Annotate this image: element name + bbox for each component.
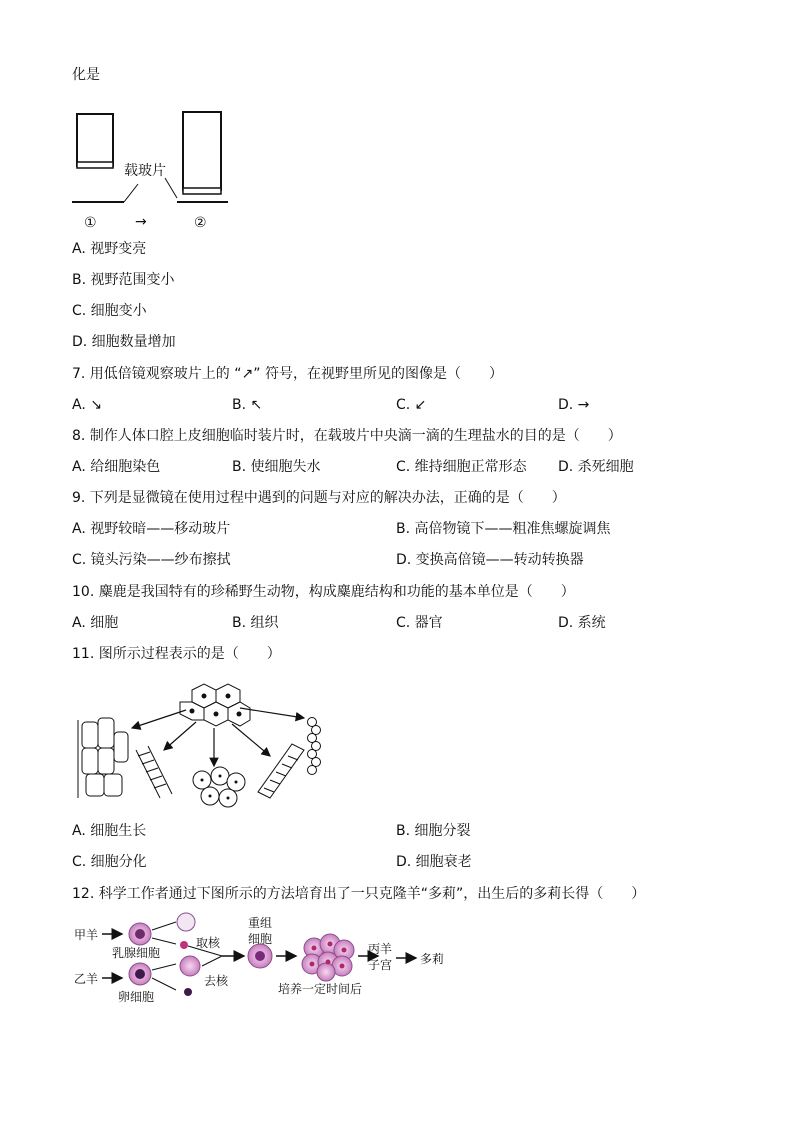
q12-stem: 12. 科学工作者通过下图所示的方法培育出了一只克隆羊“多莉”，出生后的多莉长得（ ）: [72, 886, 646, 902]
q8-option-a[interactable]: A. 给细胞染色: [72, 459, 161, 475]
sheep-b-label: 乙羊: [74, 972, 99, 986]
remove-nucleus-label: 去核: [204, 974, 229, 988]
q10-option-c[interactable]: C. 器官: [396, 615, 443, 631]
q11-option-b[interactable]: B. 细胞分裂: [396, 823, 471, 839]
q7-option-c[interactable]: C. ↙: [396, 397, 427, 413]
q6-option-d[interactable]: D. 细胞数量增加: [72, 334, 176, 350]
q11-stem: 11. 图所示过程表示的是（ ）: [72, 646, 281, 662]
take-nucleus-label: 取核: [196, 936, 221, 950]
q8-stem: 8. 制作人体口腔上皮细胞临时装片时，在载玻片中央滴一滴的生理盐水的目的是（ ）: [72, 428, 622, 444]
q9-stem: 9. 下列是显微镜在使用过程中遇到的问题与对应的解决办法，正确的是（ ）: [72, 490, 566, 506]
q8-option-d[interactable]: D. 杀死细胞: [558, 459, 634, 475]
dolly-label: 多莉: [420, 952, 445, 966]
q8-option-c[interactable]: C. 维持细胞正常形态: [396, 459, 527, 475]
q7-stem: 7. 用低倍镜观察玻片上的 “↗” 符号，在视野里所见的图像是（ ）: [72, 366, 503, 382]
q6-option-c[interactable]: C. 细胞变小: [72, 303, 147, 319]
q8-option-b[interactable]: B. 使细胞失水: [232, 459, 321, 475]
q10-option-a[interactable]: A. 细胞: [72, 615, 119, 631]
q7-option-b[interactable]: B. ↖: [232, 397, 263, 413]
q9-option-a[interactable]: A. 视野较暗——移动玻片: [72, 521, 231, 537]
recombined-label-1: 重组: [248, 916, 273, 930]
q9-option-d[interactable]: D. 变换高倍镜——转动转换器: [396, 552, 584, 568]
q11-option-d[interactable]: D. 细胞衰老: [396, 854, 472, 870]
sheep-c-label-2: 子宫: [368, 958, 393, 972]
q6-option-b[interactable]: B. 视野范围变小: [72, 272, 175, 288]
q10-option-d[interactable]: D. 系统: [558, 615, 606, 631]
sheep-c-label-1: 丙羊: [368, 942, 393, 956]
q11-option-c[interactable]: C. 细胞分化: [72, 854, 147, 870]
q7-option-a[interactable]: A. ↘: [72, 397, 102, 413]
cell-differentiation-figure: [74, 680, 344, 815]
q7-option-d[interactable]: D. →: [558, 397, 590, 413]
egg-cell-label: 卵细胞: [118, 990, 155, 1004]
q9-option-b[interactable]: B. 高倍物镜下——粗准焦螺旋调焦: [396, 521, 611, 537]
position-1-label: ①: [84, 215, 97, 231]
mammary-cell-label: 乳腺细胞: [112, 946, 161, 960]
q10-option-b[interactable]: B. 组织: [232, 615, 279, 631]
slide-label: 载玻片: [124, 163, 166, 179]
recombined-label-2: 细胞: [248, 932, 273, 946]
arrow-icon: →: [135, 214, 147, 230]
q6-option-a[interactable]: A. 视野变亮: [72, 241, 147, 257]
position-2-label: ②: [194, 215, 207, 231]
sheep-a-label: 甲羊: [74, 928, 99, 942]
q10-stem: 10. 麋鹿是我国特有的珍稀野生动物，构成麋鹿结构和功能的基本单位是（ ）: [72, 584, 575, 600]
intro-text: 化是: [72, 67, 100, 83]
q9-option-c[interactable]: C. 镜头污染——纱布擦拭: [72, 552, 231, 568]
q11-option-a[interactable]: A. 细胞生长: [72, 823, 147, 839]
culture-label: 培养一定时间后: [278, 982, 363, 996]
